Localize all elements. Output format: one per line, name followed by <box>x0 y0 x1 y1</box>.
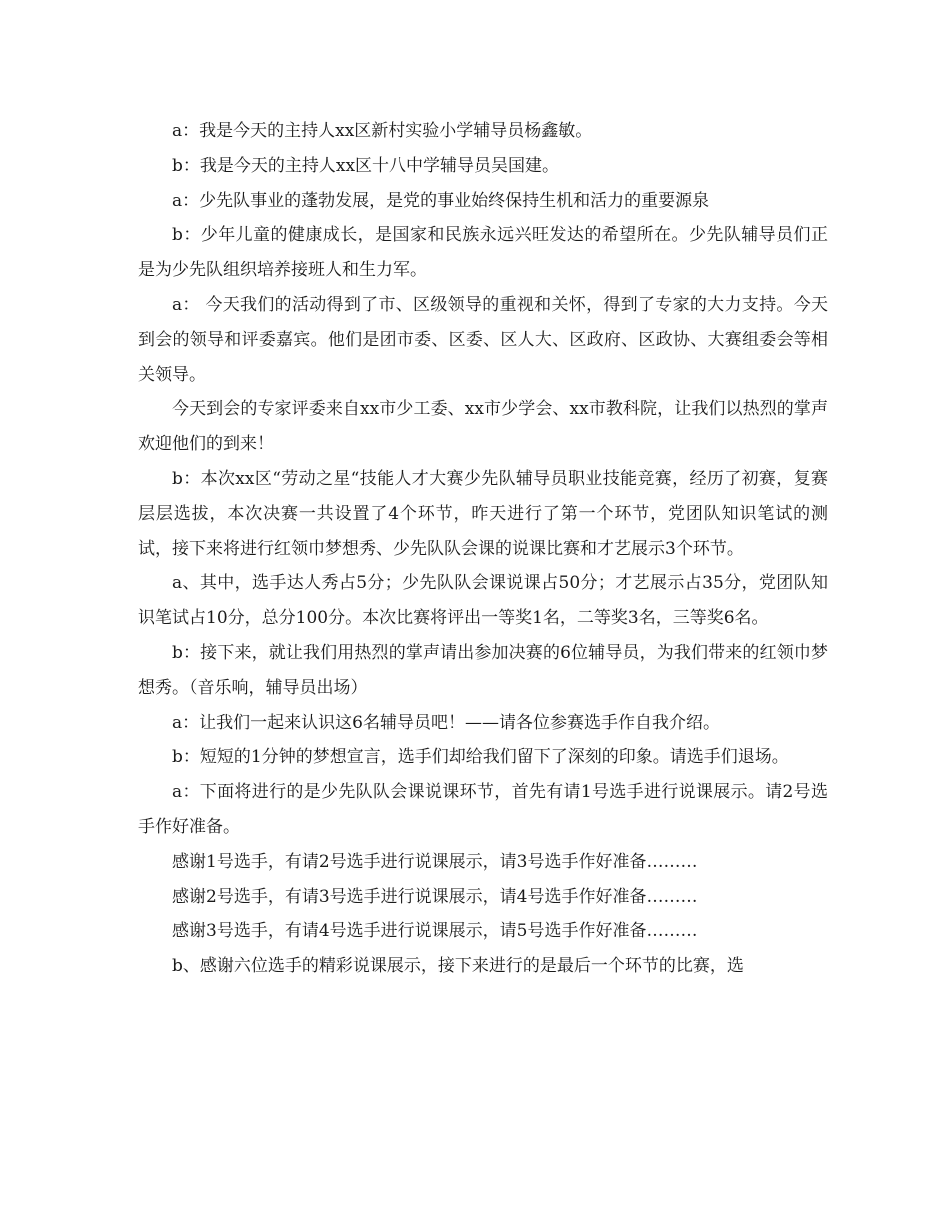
paragraph: a：我是今天的主持人xx区新村实验小学辅导员杨鑫敏。 <box>172 121 593 141</box>
paragraph: a：下面将进行的是少先队队会课说课环节，首先有请1号选手进行说课展示。请2号选手作好准备。 <box>138 782 828 837</box>
paragraph: b：短短的1分钟的梦想宣言，选手们却给我们留下了深刻的印象。请选手们退场。 <box>172 747 789 768</box>
document-body <box>138 114 828 984</box>
paragraph: 感谢2号选手，有请3号选手进行说课展示，请4号选手作好准备……… <box>172 886 698 907</box>
paragraph: a： 今天我们的活动得到了市、区级领导的重视和关怀，得到了专家的大力支持。今天到会的领导和评委嘉宾。他们是团市委、区委、区人大、区政府、区政协、大赛组委会等相关领导。 <box>138 294 828 385</box>
paragraph: b：少年儿童的健康成长，是国家和民族永远兴旺发达的希望所在。少先队辅导员们正是为少先队组织培养接班人和生力军。 <box>138 225 828 281</box>
paragraph: a：少先队事业的蓬勃发展，是党的事业始终保持生机和活力的重要源泉 <box>172 190 710 211</box>
paragraph: b：我是今天的主持人xx区十八中学辅导员吴国建。 <box>172 155 560 176</box>
paragraph: 感谢1号选手，有请2号选手进行说课展示，请3号选手作好准备……… <box>172 851 698 872</box>
paragraph: a：让我们一起来认识这6名辅导员吧！——请各位参赛选手作自我介绍。 <box>172 712 720 733</box>
paragraph: b：接下来，就让我们用热烈的掌声请出参加决赛的6位辅导员，为我们带来的红领巾梦想秀。（音乐响，辅导员出场） <box>138 642 828 698</box>
paragraph: 今天到会的专家评委来自xx市少工委、xx市少学会、xx市教科院，让我们以热烈的掌声欢迎他们的到来！ <box>138 399 828 455</box>
paragraph: b：本次xx区“劳动之星“技能人才大赛少先队辅导员职业技能竞赛，经历了初赛，复赛层层选拔，本次决赛一共设置了4个环节，昨天进行了第一个环节，党团队知识笔试的测试，接下来将进行红领巾梦想秀、少先队队会课的说课比赛和才艺展示3个环节。 <box>138 468 828 559</box>
paragraph: b、感谢六位选手的精彩说课展示，接下来进行的是最后一个环节的比赛，选 <box>172 956 744 977</box>
paragraph: 感谢3号选手，有请4号选手进行说课展示，请5号选手作好准备……… <box>172 921 698 942</box>
paragraph: a、其中，选手达人秀占5分；少先队队会课说课占50分；才艺展示占35分，党团队知识笔试占10分，总分100分。本次比赛将评出一等奖1名，二等奖3名，三等奖6名。 <box>138 573 828 629</box>
